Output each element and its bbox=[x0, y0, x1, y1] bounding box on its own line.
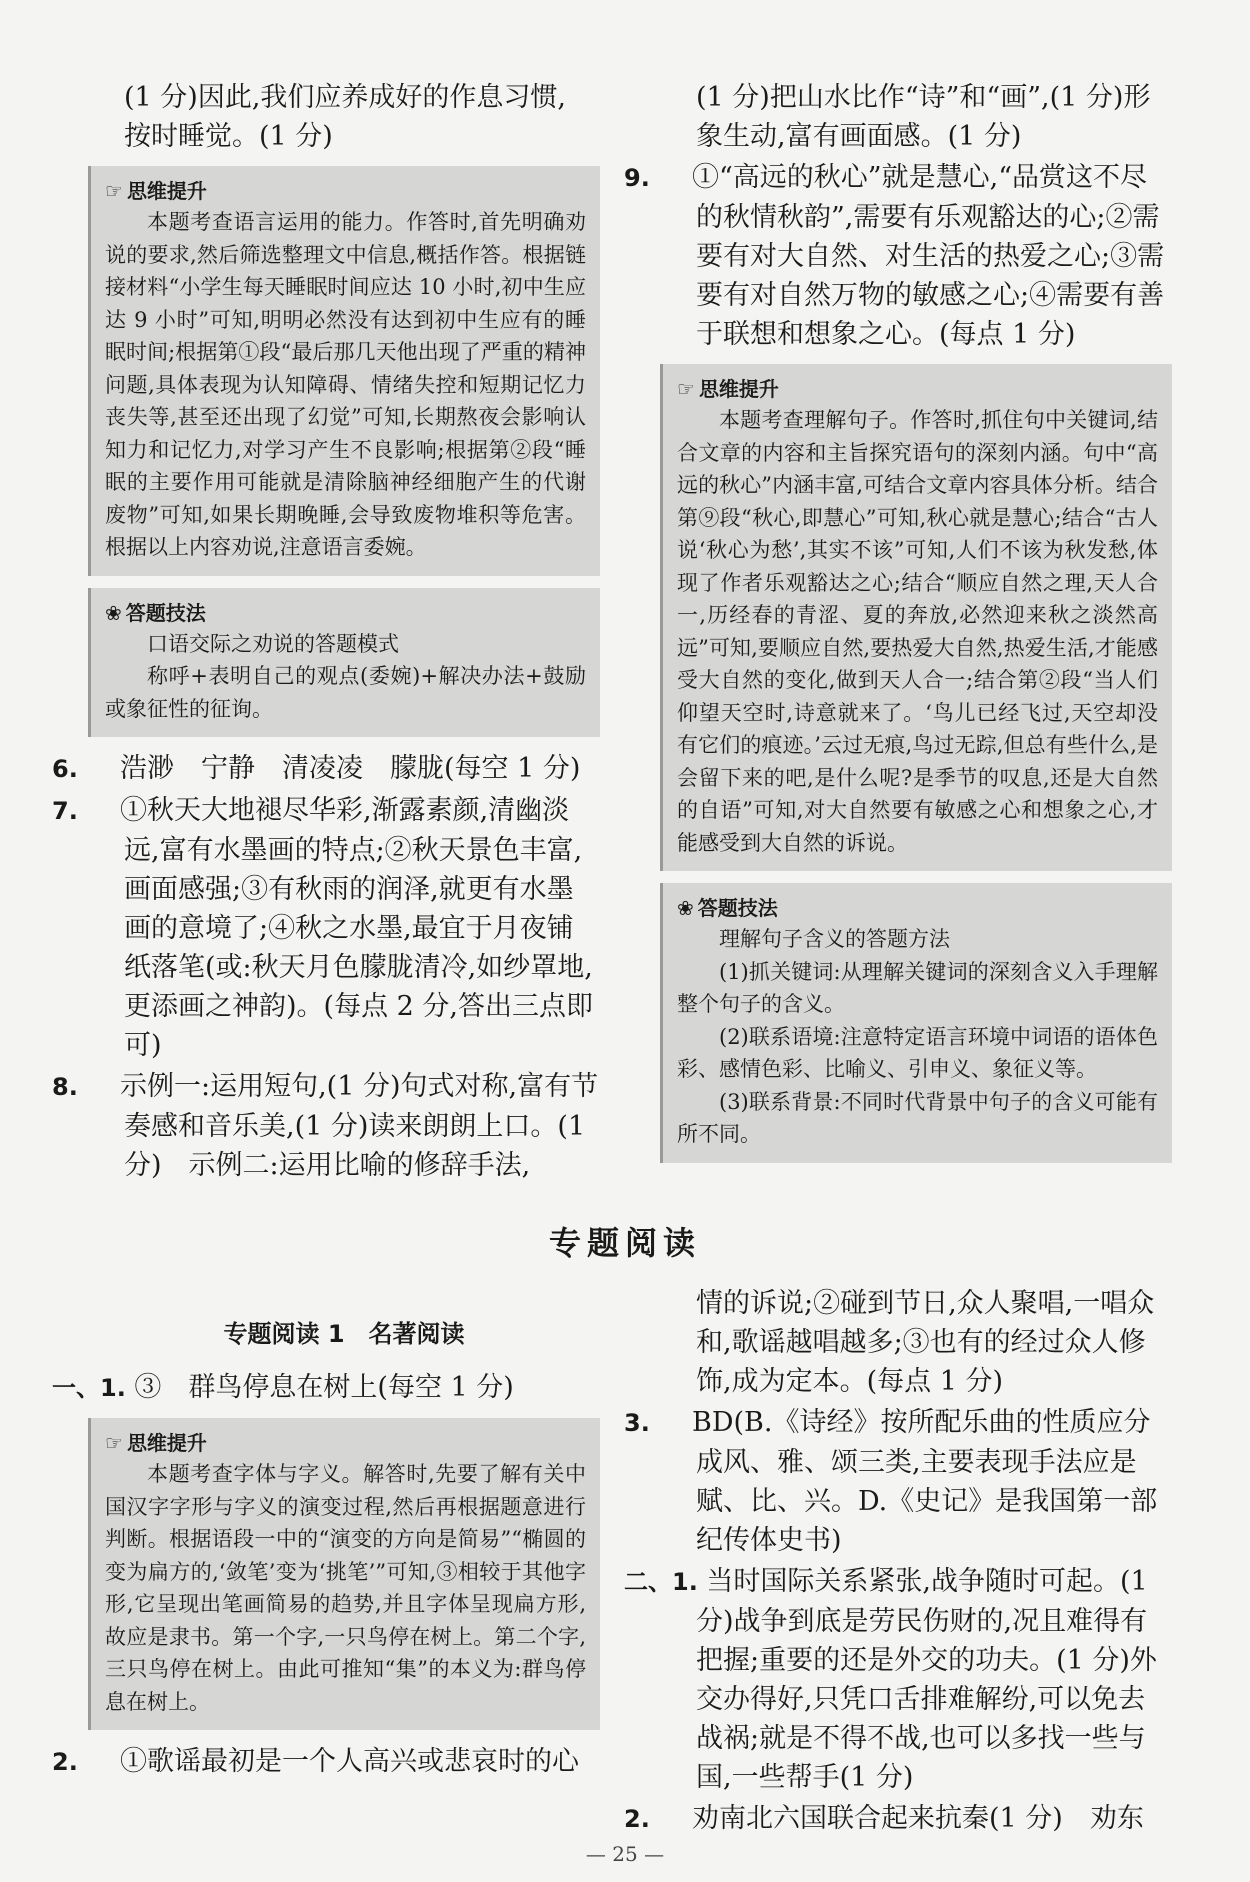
left-column-bottom bbox=[52, 1282, 600, 1782]
answer-2-2 bbox=[624, 1799, 1172, 1839]
answer-1-2 bbox=[52, 1742, 600, 1782]
answer-9 bbox=[624, 158, 1172, 354]
question-number: 2. bbox=[624, 1805, 650, 1833]
question-number: 6. bbox=[52, 755, 78, 783]
question-number: 3. bbox=[624, 1409, 650, 1437]
section-title: 专题阅读 bbox=[548, 1224, 701, 1262]
box-line: 称呼+表明自己的观点(委婉)+解决办法+鼓励或象征性的征询。 bbox=[105, 664, 586, 721]
box-title-text: 答题技法 bbox=[697, 896, 778, 920]
right-column-bottom bbox=[624, 1282, 1172, 1839]
box-title-text: 答题技法 bbox=[125, 600, 206, 625]
text-line: 象生动,富有画面感。(1 分) bbox=[696, 121, 1022, 152]
box-paragraph: 本题考查字体与字义。解答时,先要了解有关中国汉字字形与字义的演变过程,然后再根据题意进行判断。根据语段一中的“演变的方向是简易”“椭圆的变为扁方的,‘敛笔’变为‘挑笔’”可知,③相较于其他字形,它呈现出笔画简易的趋势,并且字体呈现扁方形,故应是隶书。第一个字,一只鸟停在树上。第二个字,三只鸟停在树上。由此可推知“集”的本义为:群鸟停息在树上。 bbox=[105, 1462, 586, 1714]
pointing-hand-icon: ☞ bbox=[105, 179, 123, 203]
answer-7 bbox=[52, 791, 600, 1065]
left-column-top bbox=[52, 78, 600, 1185]
answer-text: ③ 群鸟停息在树上(每空 1 分) bbox=[134, 1372, 514, 1403]
thinking-box bbox=[660, 364, 1172, 871]
box-line: (2)联系语境:注意特定语言环境中词语的语体色彩、感情色彩、比喻义、引申义、象征义等。 bbox=[677, 1024, 1158, 1081]
subsection-title: 专题阅读 1 名著阅读 bbox=[223, 1320, 465, 1348]
box-title-text: 思维提升 bbox=[126, 179, 207, 203]
thinking-box bbox=[88, 1418, 600, 1730]
thinking-box bbox=[88, 166, 600, 576]
answer-text: 劝南北六国联合起来抗秦(1 分) 劝东 bbox=[692, 1803, 1144, 1834]
pointing-hand-icon: ☞ bbox=[105, 1431, 123, 1455]
pointing-hand-icon: ☞ bbox=[677, 377, 695, 401]
text-continuation: 情的诉说;②碰到节日,众人聚唱,一唱众和,歌谣越唱越多;③也有的经过众人修饰,成为定本。(每点 1 分) bbox=[696, 1288, 1155, 1397]
answer-text: 当时国际关系紧张,战争随时可起。(1 分)战争到底是劳民伤财的,况且难得有把握;重要的还是外交的功夫。(1 分)外交办得好,只凭口舌排难解纷,可以免去战祸;就是不得不战,也可以多找一些与国,一些帮手(1 分) bbox=[696, 1566, 1157, 1793]
text-line: (1 分)把山水比作“诗”和“画”,(1 分)形 bbox=[696, 82, 1151, 113]
box-title-text: 思维提升 bbox=[126, 1431, 207, 1455]
flower-icon: ❀ bbox=[105, 600, 122, 625]
question-number: 2. bbox=[52, 1748, 78, 1776]
answer-2-1 bbox=[624, 1562, 1172, 1797]
box-paragraph: 本题考查理解句子。作答时,抓住句中关键词,结合文章的内容和主旨探究语句的深刻内涵。句中“高远的秋心”内涵丰富,可结合文章内容具体分析。结合第⑨段“秋心,即慧心”可知,秋心就是慧心;结合“古人说‘秋心为愁’,其实不该”可知,人们不该为秋发愁,体现了作者乐观豁达之心;结合“顺应自然之理,天人合一,历经春的青涩、夏的奔放,必然迎来秋之淡然高远”可知,要顺应自然,要热爱大自然,热爱生活,才能感受大自然的变化,做到天人合一;结合第②段“当人们仰望天空时,诗意就来了。‘鸟儿已经飞过,天空却没有它们的痕迹。’云过无痕,鸟过无踪,但总有些什么,是会留下来的吧,是什么呢?是季节的叹息,还是大自然的自语”可知,对大自然要有敏感之心和想象之心,才能感受到大自然的诉说。 bbox=[677, 408, 1158, 855]
box-title bbox=[105, 598, 586, 628]
answer-text: 浩渺 宁静 清凌凌 朦胧(每空 1 分) bbox=[120, 753, 581, 784]
box-line: (1)抓关键词:从理解关键词的深刻含义入手理解整个句子的含义。 bbox=[677, 959, 1158, 1016]
question-number: 二、1. bbox=[624, 1568, 698, 1596]
text-line: 按时睡觉。(1 分) bbox=[124, 121, 333, 152]
box-title-text: 思维提升 bbox=[698, 377, 779, 401]
question-number: 一、1. bbox=[52, 1374, 126, 1402]
answer-6 bbox=[52, 749, 600, 789]
flower-icon: ❀ bbox=[677, 896, 694, 920]
right-column-top bbox=[624, 78, 1172, 1175]
box-title bbox=[677, 893, 1158, 923]
box-line: 理解句子含义的答题方法 bbox=[719, 927, 950, 951]
answer-1-3 bbox=[624, 1403, 1172, 1560]
box-title bbox=[677, 374, 1158, 404]
skill-box bbox=[660, 883, 1172, 1163]
box-line: 口语交际之劝说的答题模式 bbox=[147, 631, 399, 656]
question-number: 9. bbox=[624, 164, 650, 192]
page-number: — 25 — bbox=[585, 1842, 665, 1866]
box-title bbox=[105, 176, 586, 206]
answer-text: ①秋天大地褪尽华彩,渐露素颜,清幽淡远,富有水墨画的特点;②秋天景色丰富,画面感强;③有秋雨的润泽,就更有水墨画的意境了;④秋之水墨,最宜于月夜铺纸落笔(或:秋天月色朦胧清冷,如纱罩地,更添画之神韵)。(每点 2 分,答出三点即可) bbox=[120, 795, 593, 1061]
answer-text: 示例一:运用短句,(1 分)句式对称,富有节奏感和音乐美,(1 分)读来朗朗上口。(1 分) 示例二:运用比喻的修辞手法, bbox=[120, 1071, 599, 1181]
question-number: 8. bbox=[52, 1073, 78, 1101]
box-title bbox=[105, 1428, 586, 1458]
answer-text: BD(B.《诗经》按所配乐曲的性质应分成风、雅、颂三类,主要表现手法应是赋、比、兴。D.《史记》是我国第一部纪传体史书) bbox=[692, 1407, 1158, 1556]
answer-text: ①“高远的秋心”就是慧心,“品赏这不尽的秋情秋韵”,需要有乐观豁达的心;②需要有对大自然、对生活的热爱之心;③需要有对自然万物的敏感之心;④需要有善于联想和想象之心。(每点 1 分) bbox=[692, 162, 1165, 350]
answer-8 bbox=[52, 1067, 600, 1185]
question-number: 7. bbox=[52, 797, 78, 825]
box-paragraph: 本题考查语言运用的能力。作答时,首先明确劝说的要求,然后筛选整理文中信息,概括作答。根据链接材料“小学生每天睡眠时间应达 10 小时,初中生应达 9 小时”可知,明明必然没有达到初中生应有的睡眠时间;根据第①段“最后那几天他出现了严重的精神问题,具体表现为认知障碍、情绪失控和短期记忆力丧失等,甚至还出现了幻觉”可知,长期熬夜会影响认知力和记忆力,对学习产生不良影响;根据第②段“睡眠的主要作用可能就是清除脑神经细胞产生的代谢废物”可知,如果长期晚睡,会导致废物堆积等危害。根据以上内容劝说,注意语言委婉。 bbox=[105, 210, 586, 559]
text-line: (1 分)因此,我们应养成好的作息习惯, bbox=[124, 82, 566, 113]
box-line: (3)联系背景:不同时代背景中句子的含义可能有所不同。 bbox=[677, 1089, 1158, 1146]
answer-text: ①歌谣最初是一个人高兴或悲哀时的心 bbox=[120, 1746, 579, 1777]
skill-box bbox=[88, 588, 600, 738]
answer-1-1 bbox=[52, 1368, 600, 1408]
